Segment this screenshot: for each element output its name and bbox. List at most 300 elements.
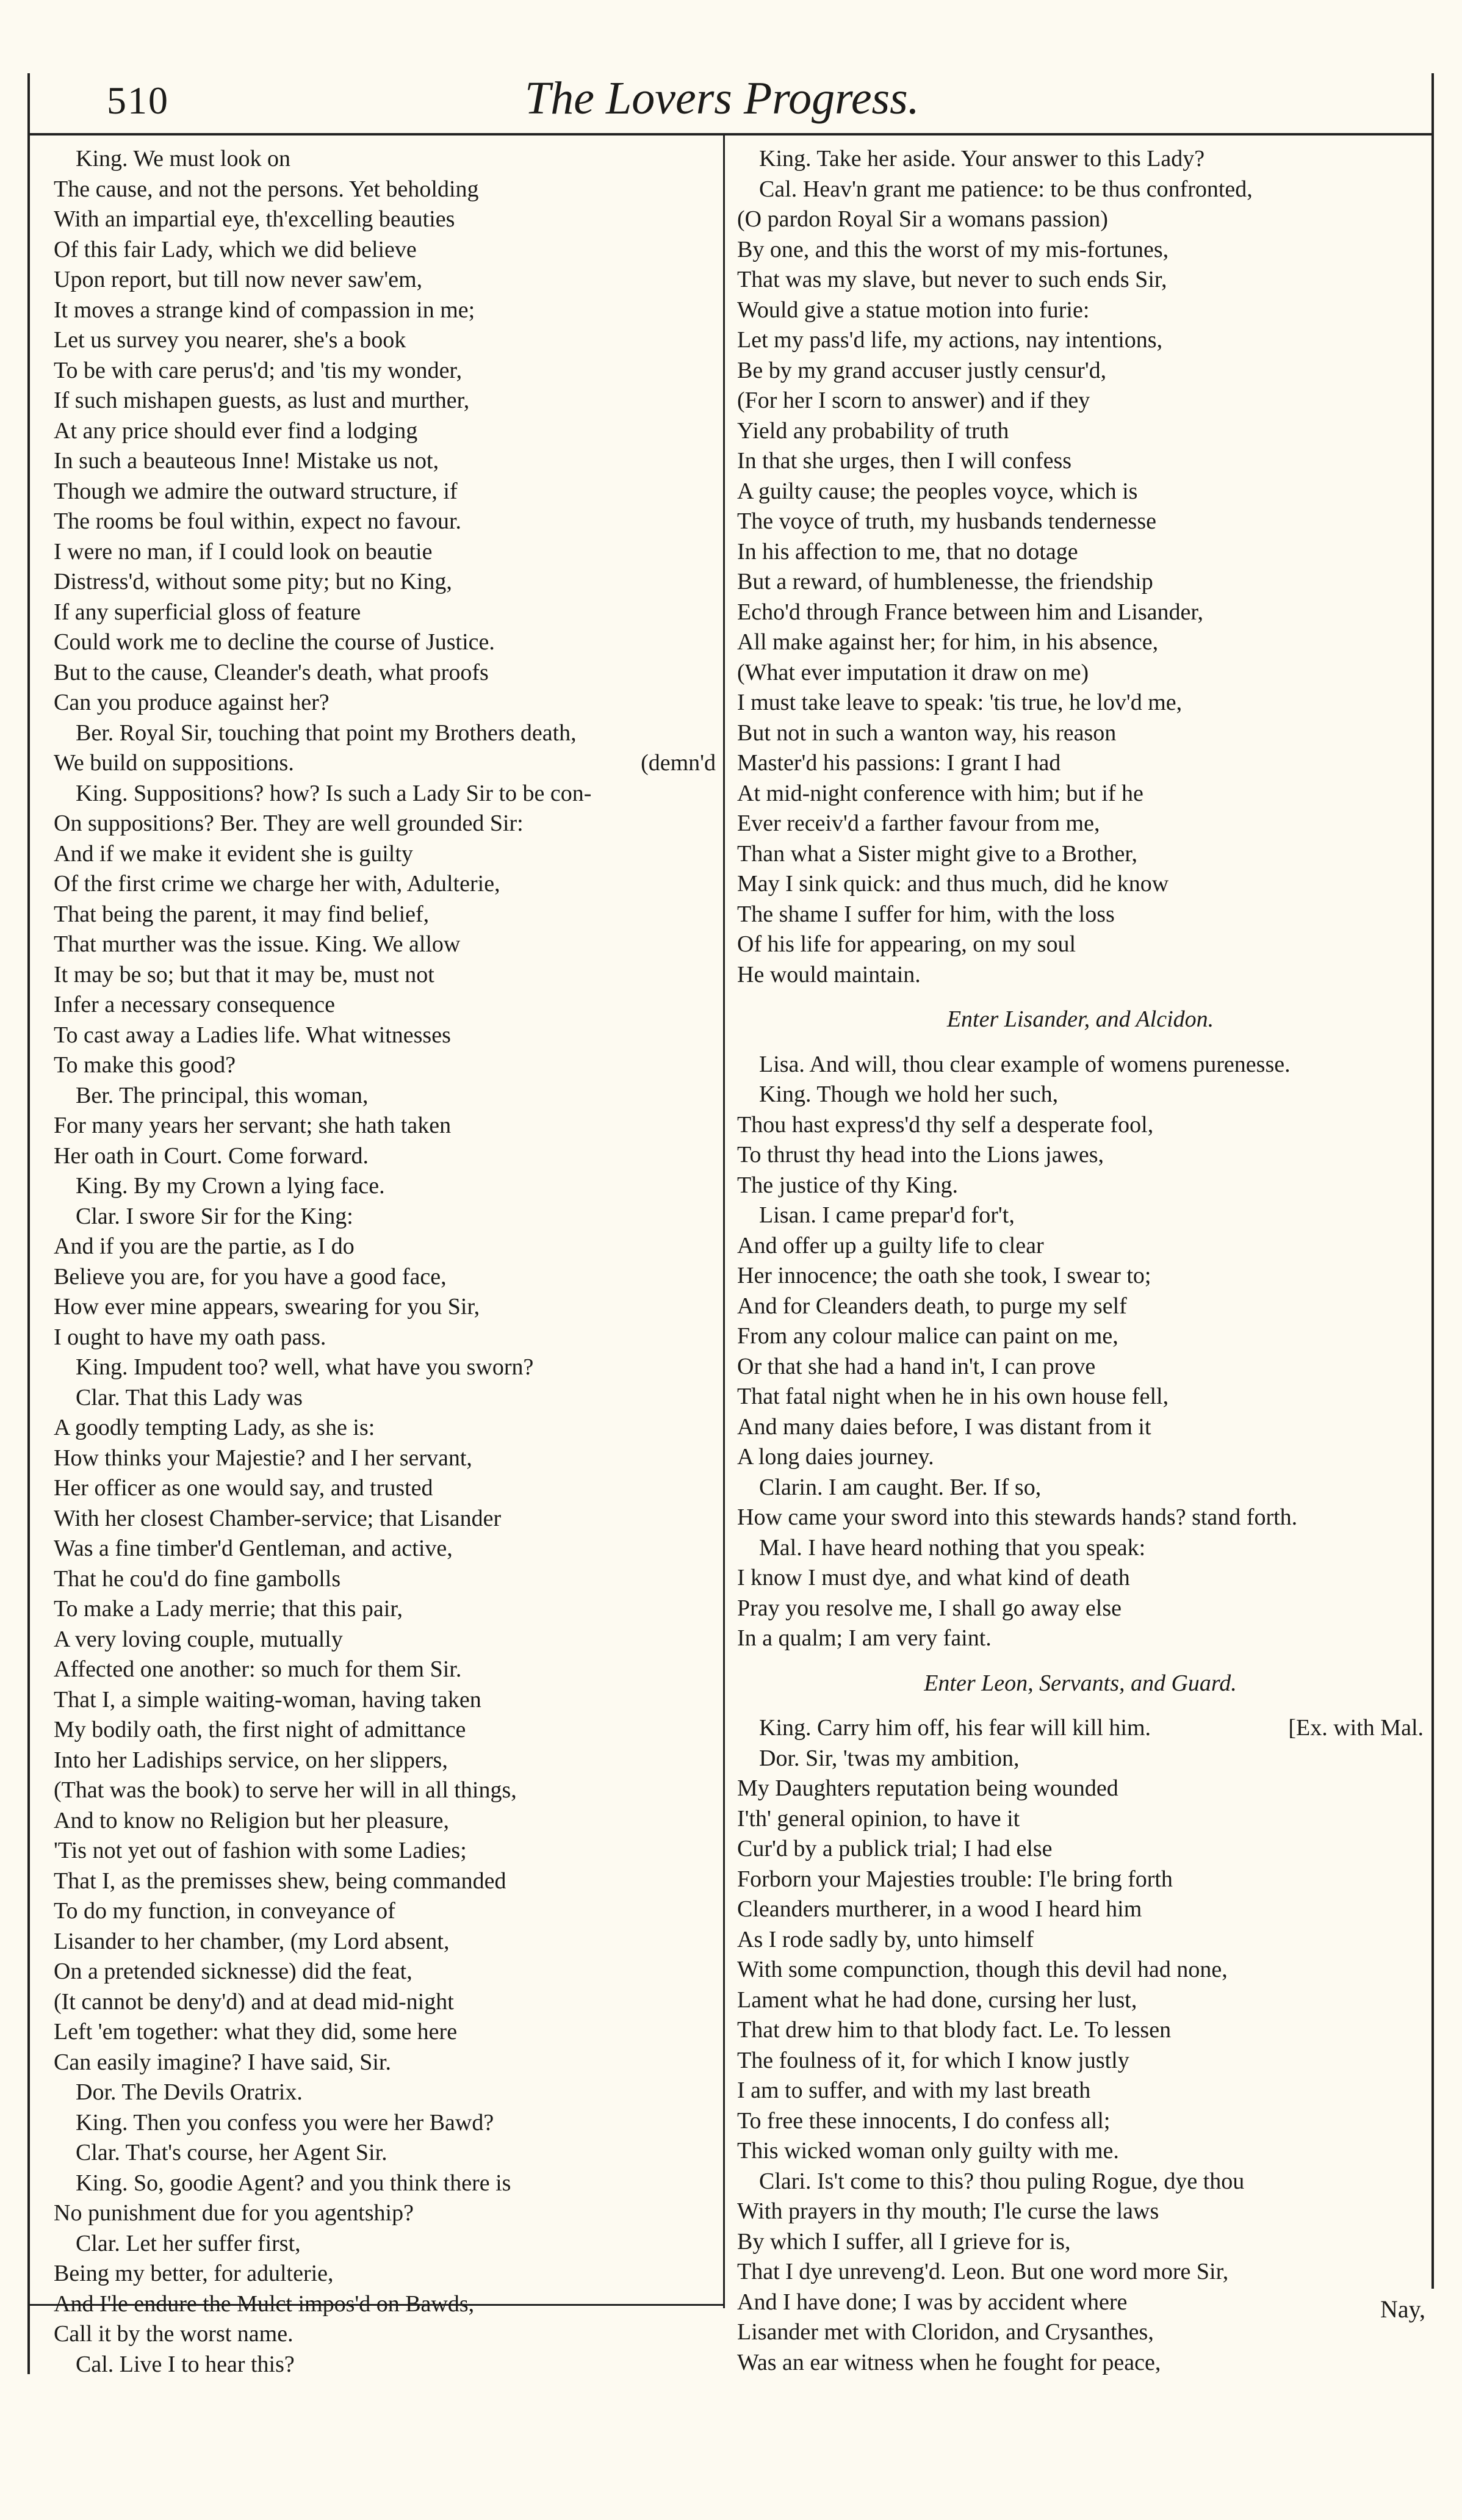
line-text: Clar. That this Lady was	[76, 1384, 303, 1410]
line-text: Enter Leon, Servants, and Guard.	[924, 1670, 1237, 1696]
verse-line	[54, 1866, 716, 1897]
line-text: And for Cleanders death, to purge my self	[737, 1293, 1127, 1319]
verse-line	[54, 718, 716, 749]
line-text: And if you are the partie, as I do	[54, 1233, 355, 1259]
verse-line	[54, 416, 716, 447]
line-text: I'th' general opinion, to have it	[737, 1805, 1020, 1832]
line-text: And if we make it evident she is guilty	[54, 840, 413, 867]
verse-line	[737, 2015, 1424, 2046]
verse-line	[54, 2138, 716, 2168]
line-text: And to know no Religion but her pleasure,	[54, 1807, 450, 1833]
verse-line	[54, 2350, 716, 2380]
verse-line	[54, 1806, 716, 1836]
line-text: (For her I scorn to answer) and if they	[737, 388, 1090, 413]
line-text: A long daies journey.	[737, 1444, 934, 1470]
line-text: I am to suffer, and with my last breath	[737, 2078, 1091, 2103]
line-text: Clarin. I am caught. Ber. If so,	[759, 1474, 1042, 1500]
line-text: (That was the book) to serve her will in all things,	[54, 1777, 517, 1803]
verse-line	[54, 1323, 716, 1353]
line-text: In his affection to me, that no dotage	[737, 538, 1078, 565]
verse-line	[737, 1080, 1424, 1110]
verse-line	[737, 1231, 1424, 1262]
line-text: Cal. Live I to hear this?	[76, 2351, 295, 2377]
verse-line	[737, 2257, 1424, 2287]
line-text: Clar. That's course, her Agent Sir.	[76, 2140, 387, 2165]
verse-line	[737, 1110, 1424, 1141]
verse-line	[737, 446, 1424, 477]
verse-line	[54, 1775, 716, 1806]
line-text: Pray you resolve me, I shall go away else	[737, 1595, 1122, 1621]
verse-line	[54, 748, 716, 779]
verse-line	[737, 2348, 1424, 2378]
verse-line	[737, 356, 1424, 386]
line-text: With prayers in thy mouth; I'le curse the laws	[737, 2198, 1159, 2224]
verse-line	[54, 204, 716, 235]
line-aside: (demn'd	[641, 750, 716, 776]
verse-line	[54, 2017, 716, 2048]
verse-line	[54, 1896, 716, 1927]
verse-line	[54, 1232, 716, 1262]
line-text: That was my slave, but never to such ends Sir,	[737, 267, 1167, 292]
verse-line	[737, 1321, 1424, 1352]
spacer	[737, 1699, 1424, 1713]
header-rule	[27, 133, 1434, 135]
line-text: Lament what he had done, cursing her lust,	[737, 1987, 1137, 2013]
line-aside: [Ex. with Mal.	[1288, 1715, 1424, 1741]
line-text: Let us survey you nearer, she's a book	[54, 327, 406, 353]
verse-line	[737, 809, 1424, 839]
verse-line	[54, 1262, 716, 1293]
verse-line	[737, 839, 1424, 870]
verse-line	[737, 1442, 1424, 1473]
verse-line	[737, 718, 1424, 749]
line-text: A goodly tempting Lady, as she is:	[54, 1415, 375, 1440]
verse-line	[54, 1383, 716, 1413]
verse-line	[54, 1111, 716, 1141]
verse-line	[54, 1504, 716, 1534]
verse-line	[54, 900, 716, 930]
line-text: Thou hast express'd thy self a desperate fool,	[737, 1111, 1154, 1138]
verse-line	[737, 507, 1424, 537]
verse-line	[737, 1261, 1424, 1291]
verse-line	[737, 567, 1424, 598]
verse-line	[737, 2076, 1424, 2106]
verse-line	[54, 627, 716, 658]
line-text: That I, as the premisses shew, being commanded	[54, 1868, 506, 1894]
verse-line	[54, 1594, 716, 1625]
verse-line	[737, 204, 1424, 235]
verse-line	[737, 688, 1424, 718]
line-text: And I'le endure the Mulct impos'd on Bawds,	[54, 2291, 475, 2317]
line-text: The foulness of it, for which I know justly	[737, 2047, 1129, 2073]
verse-line	[54, 1352, 716, 1383]
verse-line	[737, 1925, 1424, 1955]
line-text: King. Suppositions? how? Is such a Lady Sir to be con-	[76, 780, 592, 806]
line-text: Than what a Sister might give to a Brother,	[737, 840, 1137, 867]
line-text: To make this good?	[54, 1052, 236, 1078]
line-text: Forborn your Majesties trouble: I'le bring forth	[737, 1866, 1173, 1892]
line-text: My bodily oath, the first night of admittance	[54, 1717, 466, 1742]
line-text: In that she urges, then I will confess	[737, 448, 1072, 474]
line-text: For many years her servant; she hath taken	[54, 1113, 452, 1138]
line-text: By which I suffer, all I grieve for is,	[737, 2228, 1071, 2255]
verse-line	[54, 2319, 716, 2350]
line-text: Believe you are, for you have a good face,	[54, 1263, 447, 1290]
verse-line	[54, 809, 716, 839]
line-text: Be by my grand accuser justly censur'd,	[737, 357, 1107, 383]
verse-line	[737, 235, 1424, 265]
line-text: That being the parent, it may find belief,	[54, 901, 430, 927]
verse-line	[54, 1746, 716, 1776]
line-text: But to the cause, Cleander's death, what proofs	[54, 659, 489, 685]
verse-line	[54, 839, 716, 870]
verse-line	[737, 1503, 1424, 1533]
verse-line	[737, 1352, 1424, 1382]
line-text: All make against her; for him, in his absence,	[737, 629, 1159, 655]
line-text: Clar. Let her suffer first,	[76, 2230, 301, 2256]
line-text: Yield any probability of truth	[737, 417, 1009, 444]
verse-line	[737, 1985, 1424, 2016]
line-text: The justice of thy King.	[737, 1172, 958, 1198]
verse-line	[54, 1171, 716, 1202]
verse-line	[737, 416, 1424, 447]
verse-line	[54, 175, 716, 205]
line-text: That drew him to that blody fact. Le. To lessen	[737, 2017, 1172, 2043]
verse-line	[54, 2289, 716, 2320]
verse-line	[737, 386, 1424, 416]
line-text: But not in such a wanton way, his reason	[737, 720, 1117, 746]
line-text: A guilty cause; the peoples voyce, which is	[737, 478, 1138, 504]
verse-line	[54, 295, 716, 326]
verse-line	[54, 1836, 716, 1866]
verse-line	[54, 144, 716, 175]
verse-line	[54, 1050, 716, 1081]
line-text: Though we admire the outward structure, if	[54, 478, 458, 504]
line-text: Or that she had a hand in't, I can prove	[737, 1353, 1096, 1379]
line-text: Being my better, for adulterie,	[54, 2261, 334, 2286]
line-text: We build on suppositions.	[54, 750, 294, 776]
line-text: How came your sword into this stewards hands? stand forth.	[737, 1504, 1298, 1530]
line-text: Clari. Is't come to this? thou puling Rogue, dye thou	[759, 2168, 1245, 2194]
line-text: At any price should ever find a lodging	[54, 417, 418, 444]
line-text: That he cou'd do fine gambolls	[54, 1565, 341, 1592]
line-text: To thrust thy head into the Lions jawes,	[737, 1142, 1104, 1168]
line-text: To make a Lady merrie; that this pair,	[54, 1596, 403, 1622]
line-text: I were no man, if I could look on beautie	[54, 538, 433, 565]
verse-line	[54, 356, 716, 386]
line-text: Her oath in Court. Come forward.	[54, 1143, 369, 1169]
verse-line	[737, 2227, 1424, 2258]
verse-line	[54, 1081, 716, 1111]
line-text: May I sink quick: and thus much, did he know	[737, 871, 1169, 897]
line-text: 'Tis not yet out of fashion with some Ladies;	[54, 1838, 467, 1863]
spacer	[737, 990, 1424, 1005]
verse-line	[737, 960, 1424, 991]
verse-line	[737, 2106, 1424, 2137]
line-text: Let my pass'd life, my actions, nay intentions,	[737, 327, 1163, 353]
verse-line	[54, 1413, 716, 1443]
line-text: To cast away a Ladies life. What witnesses	[54, 1022, 451, 1048]
verse-line	[737, 295, 1424, 326]
line-text: Can easily imagine? I have said, Sir.	[54, 2049, 391, 2075]
line-text: King. Take her aside. Your answer to this Lady?	[759, 146, 1205, 171]
verse-line	[737, 477, 1424, 507]
line-text: Infer a necessary consequence	[54, 992, 336, 1017]
catchword: Nay,	[1380, 2295, 1425, 2323]
line-text: Distress'd, without some pity; but no King,	[54, 569, 452, 594]
line-text: Ber. Royal Sir, touching that point my Brothers death,	[76, 720, 577, 746]
verse-line	[737, 658, 1424, 688]
left-text-column	[54, 144, 716, 2380]
line-text: It may be so; but that it may be, must not	[54, 961, 434, 987]
line-text: With an impartial eye, th'excelling beauties	[54, 206, 455, 232]
line-text: I know I must dye, and what kind of death	[737, 1565, 1130, 1590]
verse-line	[737, 1412, 1424, 1443]
stage-direction	[737, 1669, 1424, 1699]
line-text: I ought to have my oath pass.	[54, 1324, 326, 1350]
verse-line	[737, 930, 1424, 960]
verse-line	[737, 265, 1424, 295]
verse-line	[54, 2229, 716, 2259]
verse-line	[737, 1200, 1424, 1231]
verse-line	[54, 658, 716, 688]
verse-line	[54, 1625, 716, 1655]
verse-line	[54, 2198, 716, 2229]
line-text: If such mishapen guests, as lust and murther,	[54, 388, 470, 413]
verse-line	[54, 1957, 716, 1987]
right-text-column	[737, 144, 1424, 2378]
verse-line	[737, 1382, 1424, 1412]
verse-line	[737, 1473, 1424, 1503]
line-text: Lisander to her chamber, (my Lord absent,	[54, 1928, 450, 1954]
line-text: Was a fine timber'd Gentleman, and active,	[54, 1536, 453, 1561]
verse-line	[737, 1713, 1424, 1744]
verse-line	[737, 1894, 1424, 1925]
line-text: With some compunction, though this devil had none,	[737, 1957, 1228, 1982]
line-text: Enter Lisander, and Alcidon.	[946, 1006, 1214, 1032]
line-text: Would give a statue motion into furie:	[737, 297, 1090, 323]
verse-line	[54, 446, 716, 477]
line-text: Call it by the worst name.	[54, 2321, 293, 2347]
verse-line	[737, 2046, 1424, 2076]
verse-line	[737, 2197, 1424, 2227]
line-text: That I dye unreveng'd. Leon. But one word more Sir,	[737, 2259, 1229, 2284]
line-text: From any colour malice can paint on me,	[737, 1323, 1118, 1349]
verse-line	[737, 325, 1424, 356]
verse-line	[737, 1804, 1424, 1835]
line-text: That fatal night when he in his own house fell,	[737, 1384, 1169, 1409]
line-text: If any superficial gloss of feature	[54, 599, 361, 625]
line-text: Could work me to decline the course of Justice.	[54, 629, 495, 655]
verse-line	[54, 2259, 716, 2289]
verse-line	[737, 1744, 1424, 1774]
line-text: Cleanders murtherer, in a wood I heard him	[737, 1896, 1142, 1922]
line-text: Of his life for appearing, on my soul	[737, 931, 1076, 957]
line-text: My Daughters reputation being wounded	[737, 1775, 1118, 1801]
line-text: Affected one another: so much for them Sir.	[54, 1656, 462, 1682]
verse-line	[54, 1564, 716, 1595]
line-text: Master'd his passions: I grant I had	[737, 750, 1061, 776]
verse-line	[737, 1533, 1424, 1564]
verse-line	[737, 1623, 1424, 1654]
line-text: To do my function, in conveyance of	[54, 1898, 395, 1924]
line-text: But a reward, of humblenesse, the friendship	[737, 569, 1153, 594]
line-text: And many daies before, I was distant from it	[737, 1413, 1151, 1440]
verse-line	[737, 537, 1424, 568]
line-text: King. We must look on	[76, 146, 290, 171]
verse-line	[737, 1050, 1424, 1080]
line-text: Cur'd by a publick trial; I had else	[737, 1836, 1053, 1861]
page-number: 510	[107, 79, 169, 122]
line-text: That I, a simple waiting-woman, having taken	[54, 1686, 481, 1713]
verse-line	[737, 1865, 1424, 1895]
line-text: On suppositions? Ber. They are well grounded Sir:	[54, 811, 524, 836]
left-border-rule	[27, 73, 30, 2374]
line-text: Dor. The Devils Oratrix.	[76, 2079, 303, 2105]
verse-line	[54, 1443, 716, 1474]
line-text: Lisander met with Cloridon, and Crysanthes,	[737, 2319, 1154, 2345]
line-text: Cal. Heav'n grant me patience: to be thus confronted,	[759, 176, 1253, 202]
line-text: No punishment due for you agentship?	[54, 2200, 414, 2226]
line-text: To be with care perus'd; and 'tis my wonder,	[54, 357, 463, 383]
verse-line	[54, 567, 716, 598]
verse-line	[54, 2168, 716, 2199]
running-title: The Lovers Progress.	[525, 73, 920, 124]
line-text: Her officer as one would say, and trusted	[54, 1475, 433, 1501]
line-text: Into her Ladiships service, on her slippers,	[54, 1747, 448, 1773]
line-text: Echo'd through France between him and Lisander,	[737, 599, 1204, 625]
line-text: The shame I suffer for him, with the loss	[737, 901, 1115, 927]
verse-line	[737, 1834, 1424, 1865]
verse-line	[737, 869, 1424, 900]
line-text: With her closest Chamber-service; that Lisander	[54, 1505, 502, 1531]
line-text: In such a beauteous Inne! Mistake us not,	[54, 448, 439, 474]
verse-line	[737, 2287, 1424, 2318]
verse-line	[737, 1774, 1424, 1804]
verse-line	[54, 2078, 716, 2108]
line-text: The cause, and not the persons. Yet beholding	[54, 176, 479, 202]
line-text: (O pardon Royal Sir a womans passion)	[737, 206, 1108, 232]
line-text: How thinks your Majestie? and I her servant,	[54, 1445, 472, 1471]
line-text: King. By my Crown a lying face.	[76, 1173, 385, 1199]
line-text: Of this fair Lady, which we did believe	[54, 236, 417, 262]
line-text: That murther was the issue. King. We allow	[54, 931, 461, 957]
verse-line	[54, 1473, 716, 1504]
line-text: To free these innocents, I do confess all;	[737, 2107, 1111, 2134]
line-text: (It cannot be deny'd) and at dead mid-night	[54, 1988, 454, 2015]
line-text: Mal. I have heard nothing that you speak:	[759, 1534, 1146, 1561]
verse-line	[54, 990, 716, 1020]
verse-line	[737, 900, 1424, 930]
verse-line	[54, 779, 716, 809]
spacer	[737, 1654, 1424, 1669]
line-text: King. So, goodie Agent? and you think there is	[76, 2170, 511, 2196]
spacer	[737, 1035, 1424, 1050]
verse-line	[54, 386, 716, 416]
line-text: This wicked woman only guilty with me.	[737, 2138, 1119, 2164]
verse-line	[737, 1594, 1424, 1624]
line-text: Lisan. I came prepar'd for't,	[759, 1202, 1015, 1228]
verse-line	[54, 1202, 716, 1232]
line-text: Left 'em together: what they did, some here	[54, 2019, 458, 2045]
line-text: How ever mine appears, swearing for you Sir,	[54, 1294, 480, 1320]
line-text: By one, and this the worst of my mis-fortunes,	[737, 236, 1169, 262]
line-text: As I rode sadly by, unto himself	[737, 1926, 1034, 1952]
verse-line	[54, 477, 716, 507]
line-text: On a pretended sicknesse) did the feat,	[54, 1959, 412, 1984]
verse-line	[54, 325, 716, 356]
line-text: Clar. I swore Sir for the King:	[76, 1203, 353, 1229]
verse-line	[54, 265, 716, 295]
verse-line	[54, 869, 716, 900]
verse-line	[54, 235, 716, 265]
verse-line	[54, 688, 716, 718]
verse-line	[737, 1563, 1424, 1594]
verse-line	[737, 1291, 1424, 1322]
verse-line	[737, 1171, 1424, 1201]
line-text: And I have done; I was by accident where	[737, 2289, 1128, 2315]
line-text: He would maintain.	[737, 961, 921, 987]
line-text: King. Carry him off, his fear will kill him.	[759, 1715, 1151, 1741]
verse-line	[54, 1685, 716, 1716]
verse-line	[54, 537, 716, 568]
line-text: Ever receiv'd a farther favour from me,	[737, 811, 1100, 836]
verse-line	[737, 144, 1424, 175]
verse-line	[54, 507, 716, 537]
line-text: A very loving couple, mutually	[54, 1626, 343, 1652]
verse-line	[737, 2167, 1424, 2197]
line-text: Ber. The principal, this woman,	[76, 1082, 369, 1108]
verse-line	[54, 2048, 716, 2078]
verse-line	[737, 2317, 1424, 2348]
line-text: The voyce of truth, my husbands tendernesse	[737, 508, 1156, 534]
line-text: In a qualm; I am very faint.	[737, 1625, 992, 1651]
verse-line	[54, 598, 716, 628]
right-border-rule	[1431, 73, 1434, 2289]
column-divider-rule	[723, 135, 725, 2308]
verse-line	[737, 748, 1424, 779]
verse-line	[737, 1955, 1424, 1985]
verse-line	[737, 175, 1424, 205]
verse-line	[737, 779, 1424, 809]
line-text: Can you produce against her?	[54, 690, 329, 715]
line-text: King. Then you confess you were her Bawd?	[76, 2109, 494, 2136]
line-text: Lisa. And will, thou clear example of womens purenesse.	[759, 1051, 1291, 1077]
verse-line	[54, 930, 716, 960]
line-text: It moves a strange kind of compassion in me;	[54, 297, 475, 323]
verse-line	[737, 2136, 1424, 2167]
line-text: Was an ear witness when he fought for peace,	[737, 2349, 1161, 2375]
verse-line	[737, 627, 1424, 658]
verse-line	[54, 1655, 716, 1685]
verse-line	[54, 2108, 716, 2139]
line-text: The rooms be foul within, expect no favour.	[54, 508, 462, 534]
line-text: (What ever imputation it draw on me)	[737, 659, 1089, 685]
stage-direction	[737, 1005, 1424, 1035]
line-text: And offer up a guilty life to clear	[737, 1232, 1044, 1258]
line-text: Of the first crime we charge her with, Adulterie,	[54, 871, 500, 897]
verse-line	[54, 960, 716, 991]
verse-line	[737, 598, 1424, 628]
verse-line	[54, 1141, 716, 1172]
verse-line	[54, 1020, 716, 1051]
line-text: King. Impudent too? well, what have you sworn?	[76, 1354, 534, 1380]
line-text: Her innocence; the oath she took, I swear to;	[737, 1263, 1151, 1288]
line-text: Dor. Sir, 'twas my ambition,	[759, 1745, 1020, 1771]
line-text: I must take leave to speak: 'tis true, he lov'd me,	[737, 690, 1183, 715]
verse-line	[54, 1927, 716, 1957]
line-text: At mid-night conference with him; but if he	[737, 780, 1143, 806]
